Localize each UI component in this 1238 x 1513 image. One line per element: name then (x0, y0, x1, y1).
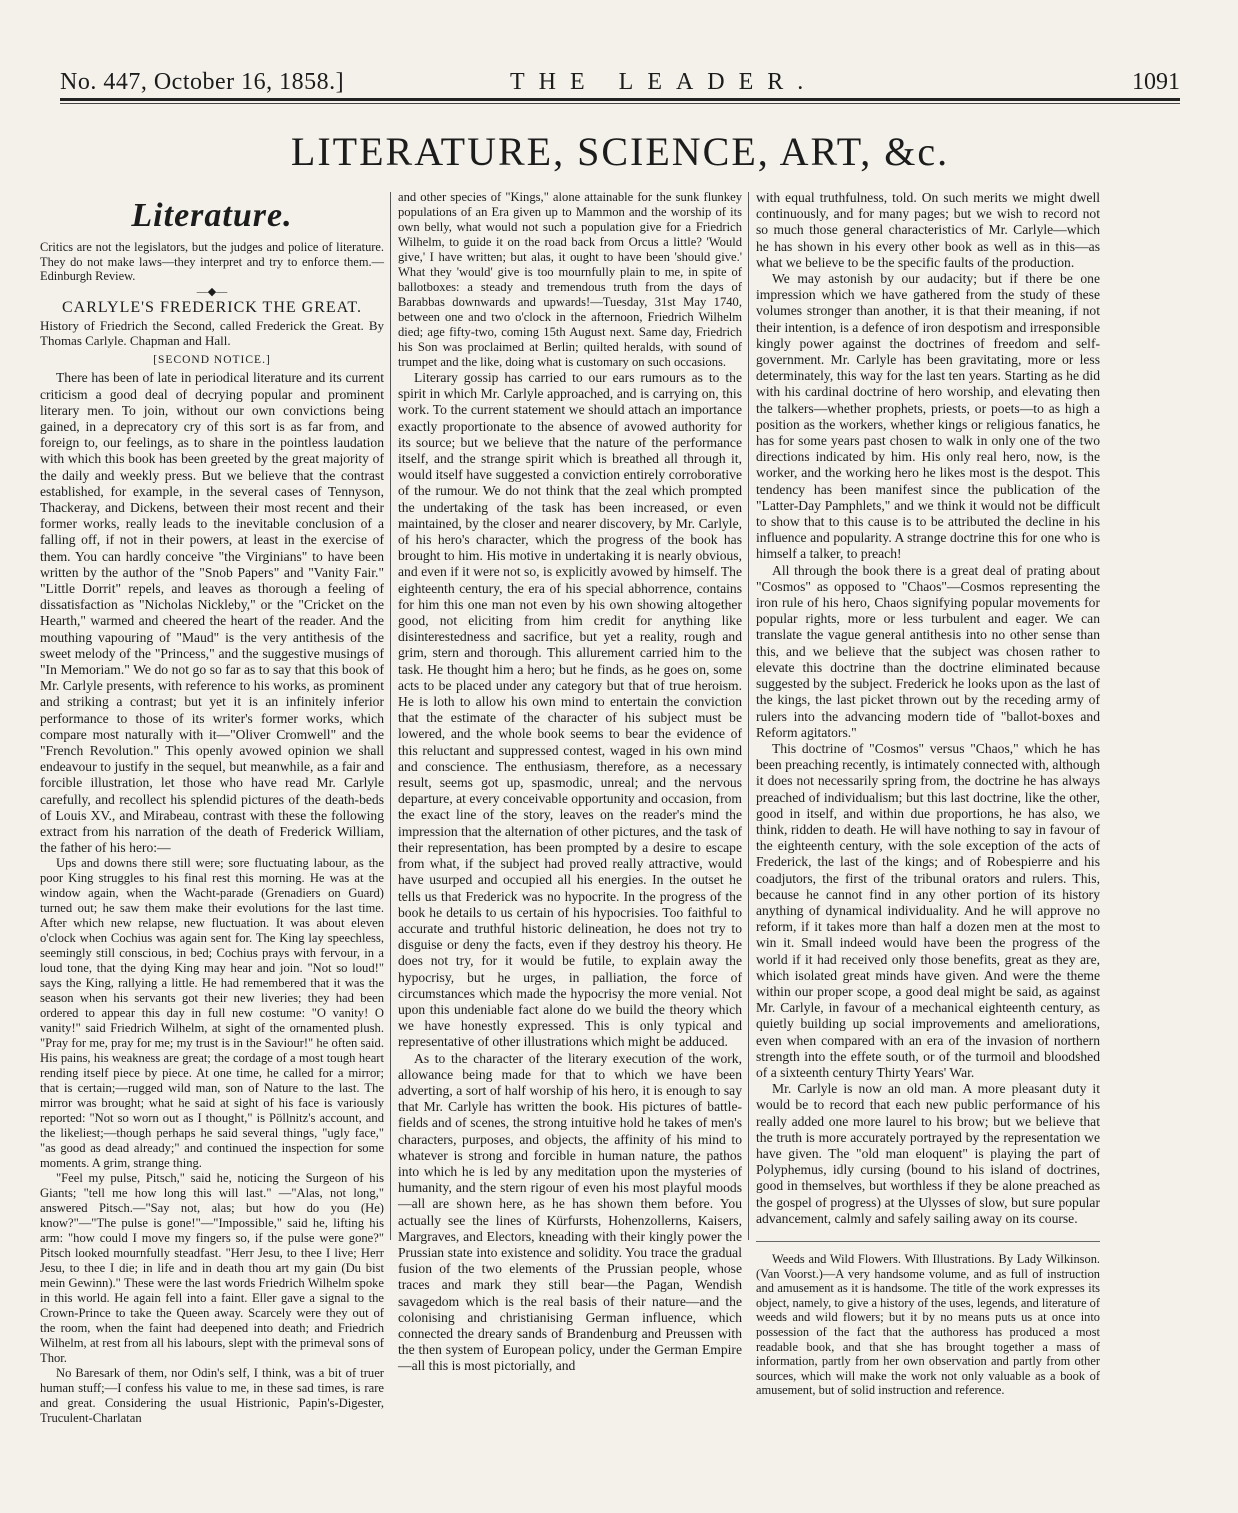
masthead (60, 62, 1180, 96)
issue-date: No. 447, October 16, 1858.] (60, 69, 345, 95)
column-1 (40, 190, 384, 1426)
page-number: 1091 (1132, 69, 1180, 95)
paragraph: As to the character of the literary execution of the work, allowance being made for that to which we have been adverting, a sort of half worship of his hero, it is enough to say that Mr. Carlyle has written the book. His pictures of battle-fields and of scenes, the strong intuitive hold he takes of men's characters, purposes, and objects, the affinity of his mind to whatever is strong and forcible in human nature, the pathos into which he is led by any meditation upon the mysteries of humanity, and the stern rigour of even his most playful moods—all are shown here, as he has shown them before. You actually see the lines of Kürfursts, Hohenzollerns, Kaisers, Margraves, and Electors, kneading with their kingly power the Prussian state into existence and solidity. You trace the gradual fusion of the two elements of the Prussian people, whose traces and mark they still bear—the Pagan, Wendish savagedom which is the real basis of their nature—and the colonising and christianising German influence, which connected the dreary sands of Brandenburg and Preussen with the then system of European policy, under the German Empire—all this is most pictorially, and (398, 1050, 742, 1374)
column-3 (756, 190, 1100, 1398)
paragraph: Literary gossip has carried to our ears rumours as to the spirit in which Mr. Carlyle approached, and is carrying on, this work. To the current statement we should attach an importance exactly proportionate to the absence of avowed authority for its source; but we believe that the nature of the performance itself, and the strange spirit which is breathed all through it, would itself have suggested a conviction entirely corroborative of the rumour. We do not think that the zeal which prompted the undertaking of the task has been increased, or even maintained, by the closer and nearer discovery, by Mr. Carlyle, of his hero's character, which the progress of the book has brought to him. His motive in undertaking it is nearly obvious, and even if it were not so, is explicitly avowed by himself. The eighteenth century, the era of his special abhorrence, contains for him this one man not even by his own showing altogether good, not eliciting from him credit for anything like disinterestedness and sacrifice, but yet a reality, rough and grim, stern and thorough. This allurement carried him to the task. He thought him a hero; but he finds, as he goes on, some acts to be placed under any category but that of true heroism. He is loth to allow his own mind to entertain the conviction that the estimate of the character of his subject must be lowered, and the whole book seems to bear the evidence of this reluctant and suppressed contest, waged in his own mind and conscience. The enthusiasm, therefore, as a necessary result, seems got up, spasmodic, unreal; and the nervous departure, at every conceivable opportunity and occasion, from the exact line of the story, leaves on the reader's mind the impression that the alternation of other pictures, and the task of their representation, has been prompted by a desire to escape from what, if the subject had proved really attractive, would have usurped and occupied all his energies. In the outset he tells us that Frederick was no hypocrite. In the progress of the book he details to us certain of his hypocrisies. Too faithful to accurate and truthful historic delineation, he does not try to disguise or deny the facts, even if they destroy his theory. He does not try, for it would be futile, to explain away the hypocrisy, but he urges, in palliation, the force of circumstances which made the hypocrisy the more venial. Not upon this undeniable fact alone do we build the theory which we have honestly expressed. This is only typical and representative of other illustrations which might be adduced. (398, 370, 742, 1050)
header-rule-thin (60, 103, 1180, 104)
short-review (756, 1252, 1100, 1398)
column-divider-2 (748, 192, 749, 1240)
extract-paragraph: No Baresark of them, nor Odin's self, I think, was a bit of truer human stuff;—I confess his value to me, in these sad times, is rare and great. Considering the usual Histrionic, Papin's-Digester, Truculent-Charlatan (40, 1366, 384, 1426)
paragraph: We may astonish by our audacity; but if there be one impression which we have gathered from the study of these volumes stronger than another, it is that their meaning, if not their intention, is a defence of iron despotism and irresponsible kingly power against the doctrines of freedom and self-government. Mr. Carlyle has been gravitating, more or less determinately, this way for the last ten years. Starting as he did with his cardinal doctrine of hero worship, and elevating then the talkers—whether prophets, priests, or poets—to as high a position as the workers, whether kings or religious fanatics, he has for some years past chosen to walk in only one of the two directions indicated by him. His only real hero, now, is the worker, and the working hero he likes most is the despot. This tendency has been manifest since the publication of the "Latter-Day Pamphlets," and we think it would not be difficult to show that to this cause is to be attributed the decline in his influence and popularity. A strange doctrine this for one who is himself a talker, to preach! (756, 271, 1100, 562)
header-rule-thick (60, 98, 1180, 101)
section-title: LITERATURE, SCIENCE, ART, &c. (290, 129, 950, 174)
motto: Critics are not the legislators, but the judges and police of literature. They do not make laws—they interpret and try to enforce them.—Edinburgh Review. (40, 240, 384, 284)
column-2 (398, 190, 742, 1374)
paragraph: This doctrine of "Cosmos" versus "Chaos," which he has been preaching recently, is intimately connected with, although it does not necessarily spring from, the doctrine he has always preached of individualism; but this last doctrine, like the other, good in itself, and within due proportions, he has also, we think, ridden to death. He will have nothing to say in favour of the eighteenth century, with the sole exception of the acts of Frederick, the last of the kings; and of Robespierre and his coadjutors, the first of the tribunal orators and rulers. This, because he cannot find in any other portion of its history anything of dynamical individuality. And he will approve no reform, if it takes more than half a dozen men at the most to win it. Small indeed would have been the progress of the world if it had received only those benefits, great as they are, which isolated great minds have given. And were the theme within our proper scope, a good deal might be said, as against Mr. Carlyle, in favour of a mechanical eighteenth century, as quietly building up social improvements and ameliorations, even when compared with an era of the invasion of northern strength into the effete south, or of the turmoil and bloodshed of a sixteenth century Thirty Years' War. (756, 740, 1100, 1080)
department-heading: Literature. (131, 197, 293, 234)
separator: —◆— (196, 285, 228, 298)
paragraph: There has been of late in periodical literature and its current criticism a good deal of decrying popular and prominent literary men. To join, without our own convictions being gained, in a deprecatory cry of this sort is as far from, and foreign to, our feelings, as to share in the pointless laudation with which this book has been greeted by the great majority of the daily and weekly press. But we believe that the contrast established, for example, in the several cases of Tennyson, Thackeray, and Dickens, between their most recent and their former works, really leads to the inevitable conclusion of a falling off, if not in their powers, at least in the exercise of them. You can hardly conceive "the Virginians" to have been written by the author of the "Snob Papers" and "Vanity Fair." "Little Dorrit" repels, and leaves as thorough a feeling of dissatisfaction as "Nicholas Nickleby," or the "Cricket on the Hearth," warmed and cheered the heart of the reader. And the mouthing vapouring of "Maud" is the very antithesis of the sweet melody of the "Princess," and the suggestive musings of "In Memoriam." We do not go so far as to say that this book of Mr. Carlyle presents, with reference to his works, as prominent and striking a contrast; but yet it is an infinitely inferior performance to those of its writer's former works, which compare most naturally with it—"Oliver Cromwell" and the "French Revolution." This openly avowed opinion we shall endeavour to justify in the sequel, but meanwhile, as a fair and forcible illustration, let those who have read Mr. Carlyle carefully, and recollect his splendid pictures of the death-beds of Louis XV., and Mirabeau, contrast with these the following extract from his narration of the death of Frederick William, the father of his hero:— (40, 370, 384, 856)
article-title: CARLYLE'S FREDERICK THE GREAT. (61, 298, 363, 316)
column-divider-1 (390, 192, 391, 1240)
review-separator (756, 1241, 1100, 1242)
extract-paragraph: Ups and downs there still were; sore fluctuating labour, as the poor King struggles to his final rest this morning. He was at the window again, when the Wacht-parade (Grenadiers on Guard) turned out; he saw them make their evolutions for the last time. After which new relapse, new fluctuation. It was about eleven o'clock when Cochius was again sent for. The King lay speechless, seemingly still conscious, in bed; Cochius prays with fervour, in a loud tone, that the dying King may hear and join. "Not so loud!" says the King, rallying a little. He had remembered that it was the season when his servants got their new liveries; they had been ordered to appear this day in full new costume: "O vanity! O vanity!" said Friedrich Wilhelm, at sight of the ornamented plush. "Pray for me, pray for me; my trust is in the Saviour!" he often said. His pains, his weakness are great; the cordage of a most tough heart rending itself piece by piece. At one time, he called for a mirror; that is certain;—rugged wild man, son of Nature to the last. The mirror was brought; what he said at sight of his face is variously reported: "Not so worn out as I thought," is Pöllnitz's account, and the likeliest;—though perhaps he said several things, "ugly face," "as good as dead already;" and continued the inspection for some moments. A grim, strange thing. (40, 856, 384, 1171)
book-info: History of Friedrich the Second, called Frederick the Great. By Thomas Carlyle. Chapman and Hall. (40, 318, 384, 349)
extract-paragraph: "Feel my pulse, Pitsch," said he, noticing the Surgeon of his Giants; "tell me how long this will last." —"Alas, not long," answered Pitsch.—"Say not, alas; but how do you (He) know?"—"The pulse is gone!"—"Impossible," said he, lifting his arm: "how could I move my fingers so, if the pulse were gone?" Pitsch looked mournfully steadfast. "Herr Jesu, to thee I live; Herr Jesu, to thee I die; in life and in death thou art my gain (Du bist mein Gewinn)." These were the last words Friedrich Wilhelm spoke in this world. He again fell into a faint. Eller gave a signal to the Crown-Prince to take the Queen away. Scarcely were they out of the room, when the faint had deepened into death; and Friedrich Wilhelm, at rest from all his labours, slept with the primeval sons of Thor. (40, 1171, 384, 1366)
paper-name: THE LEADER. (510, 69, 818, 95)
extract-paragraph: and other species of "Kings," alone attainable for the sunk flunkey populations of an Era given up to Mammon and the worship of its own belly, what would not such a population give for a Friedrich Wilhelm, to guide it on the road back from Orcus a little? 'Would give,' I have written; but alas, it ought to have been 'should give.' What they 'would' give is too mournfully plain to me, in spite of ballotboxes: a steady and tremendous truth from the days of Barabbas downwards and upwards!—Tuesday, 31st May 1740, between one and two o'clock in the afternoon, Friedrich Wilhelm died; age fifty-two, coming 15th August next. Same day, Friedrich his Son was proclaimed at Berlin; quilted heralds, with sound of trumpet and the like, doing what is customary on such occasions. (398, 190, 742, 369)
notice-label: [SECOND NOTICE.] (153, 354, 271, 367)
review-paragraph: Weeds and Wild Flowers. With Illustrations. By Lady Wilkinson. (Van Voorst.)—A very handsome volume, and as full of instruction and amusement as it is handsome. The title of the work expresses its object, namely, to give a history of the uses, legends, and literature of weeds and wild flowers; but it by no means puts us at once into possession of the fact that the authoress has produced a most readable book, and that she has brought together a mass of information, partly from her own observation and partly from other sources, which will make the work not only valuable as a book of amusement, but of solid instruction and reference. (756, 1252, 1100, 1398)
paragraph: All through the book there is a great deal of prating about "Cosmos" as opposed to "Chaos"—Cosmos representing the iron rule of his hero, Chaos signifying popular movements for popular rights, more or less turbulent and eager. We can translate the vague general antithesis into no other sense than this, and we believe that the subject was chosen rather to elevate this doctrine than the doctrine eliminated because suggested by the subject. Frederick he looks upon as the last of the kings, the last picket thrown out by the receding army of rulers into the advancing modern tide of "ballot-boxes and Reform agitators." (756, 562, 1100, 740)
paragraph: with equal truthfulness, told. On such merits we might dwell continuously, and for many pages; but we wish to record not so much those general characteristics of Mr. Carlyle—which he has shown in his every other book as well as in this—as what we believe to be the specific faults of the production. (756, 190, 1100, 270)
paragraph: Mr. Carlyle is now an old man. A more pleasant duty it would be to record that each new public performance of his really added one more laurel to his brow; but we believe that the truth is more accurately portrayed by the representation we have given. The "old man eloquent" is playing the part of Polyphemus, idly cursing (bound to his island of doctrines, good in themselves, but worthless if they be alone preached as the gospel of progress) at the Ulysses of slow, but sure popular advancement, calmly and safely sailing away on its course. (756, 1081, 1100, 1226)
